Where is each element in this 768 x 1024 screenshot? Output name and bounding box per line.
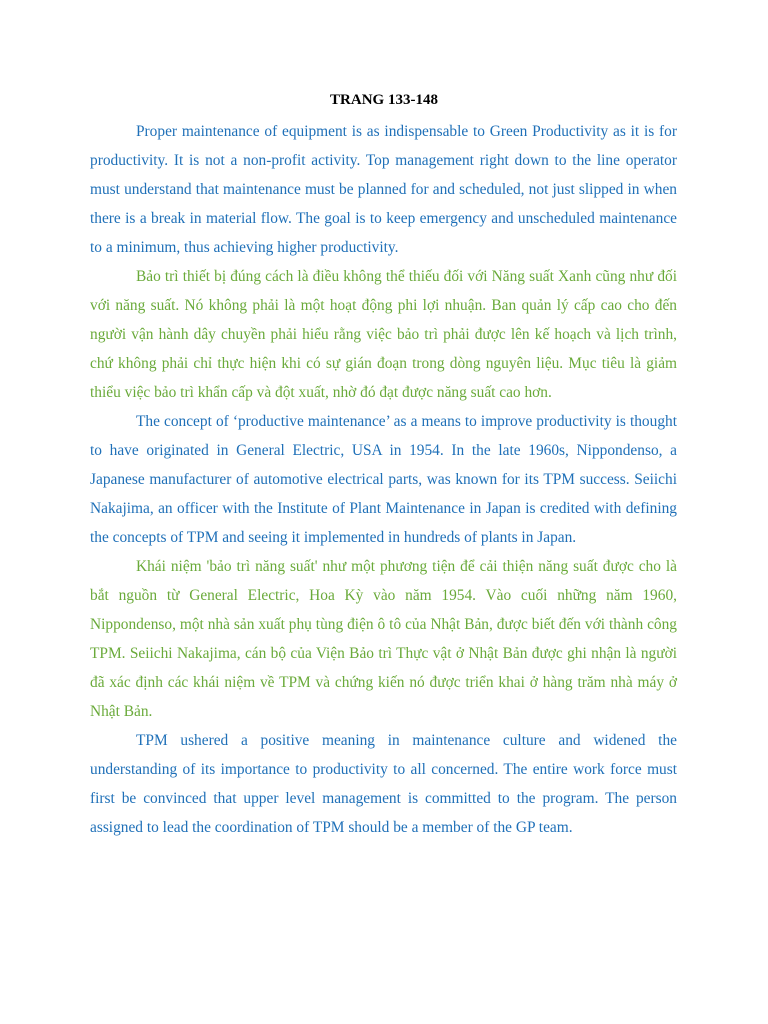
document-body xyxy=(90,117,677,842)
paragraph-english-2: The concept of ‘productive maintenance’ as a means to improve productivity is thought to have originated in General Electric, USA in 1954. In the late 1960s, Nippondenso, a Japanese manufacturer of automotive electrical parts, was known for its TPM success. Seiichi Nakajima, an officer with the Institute of Plant Maintenance in Japan is credited with defining the concepts of TPM and seeing it implemented in hundreds of plants in Japan. xyxy=(90,413,677,546)
paragraph-vietnamese-1: Bảo trì thiết bị đúng cách là điều không thể thiếu đối với Năng suất Xanh cũng như đối với năng suất. Nó không phải là một hoạt động phi lợi nhuận. Ban quản lý cấp cao cho đến người vận hành dây chuyền phải hiểu rằng việc bảo trì phải được lên kế hoạch và lịch trình, chứ không phải chỉ thực hiện khi có sự gián đoạn trong dòng nguyên liệu. Mục tiêu là giảm thiểu việc bảo trì khẩn cấp và đột xuất, nhờ đó đạt được năng suất cao hơn. xyxy=(90,268,677,401)
paragraph-english-3: TPM ushered a positive meaning in maintenance culture and widened the understanding of its importance to productivity to all concerned. The entire work force must first be convinced that upper level management is committed to the program. The person assigned to lead the coordination of TPM should be a member of the GP team. xyxy=(90,732,677,836)
paragraph-english-1: Proper maintenance of equipment is as indispensable to Green Productivity as it is for productivity. It is not a non-profit activity. Top management right down to the line operator must understand that maintenance must be planned for and scheduled, not just slipped in when there is a break in material flow. The goal is to keep emergency and unscheduled maintenance to a minimum, thus achieving higher productivity. xyxy=(90,123,677,256)
paragraph-vietnamese-2: Khái niệm 'bảo trì năng suất' như một phương tiện để cải thiện năng suất được cho là bắt nguồn từ General Electric, Hoa Kỳ vào năm 1954. Vào cuối những năm 1960, Nippondenso, một nhà sản xuất phụ tùng điện ô tô của Nhật Bản, được biết đến với thành công TPM. Seiichi Nakajima, cán bộ của Viện Bảo trì Thực vật ở Nhật Bản được ghi nhận là người đã xác định các khái niệm về TPM và chứng kiến nó được triển khai ở hàng trăm nhà máy ở Nhật Bản. xyxy=(90,558,677,720)
page-title: TRANG 133-148 xyxy=(330,92,438,108)
